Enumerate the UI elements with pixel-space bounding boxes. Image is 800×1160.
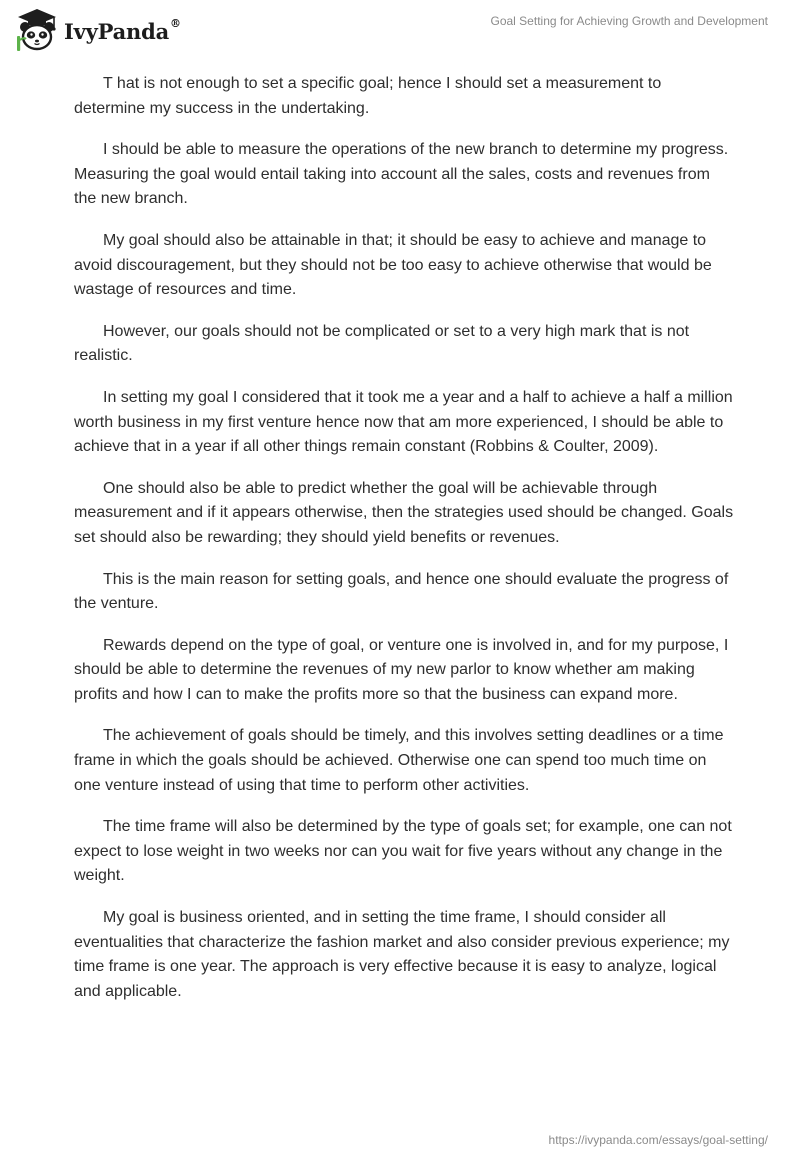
paragraph: Rewards depend on the type of goal, or venture one is involved in, and for my purpose, I should be able to determine the revenues of my new parlor to know whether am making profits and how I can to make the profits more so that the business can expand more. xyxy=(74,636,729,703)
paragraph: The achievement of goals should be timely, and this involves setting deadlines or a time frame in which the goals should be achieved. Otherwise one can spend too much time on one venture instead of using that time to perform other activities. xyxy=(74,727,724,794)
paragraph: This is the main reason for setting goals, and hence one should evaluate the progress of the venture. xyxy=(74,570,729,613)
ivypanda-logo[interactable] xyxy=(14,8,181,52)
essay-body xyxy=(74,72,734,1021)
paragraph: One should also be able to predict whether the goal will be achievable through measurement and if it appears otherwise, then the strategies used should be changed. Goals set should also be rewarding; they should yield benefits or revenues. xyxy=(74,479,734,546)
brand-name: IvyPanda® xyxy=(64,16,181,44)
paragraph: My goal should also be attainable in that; it should be easy to achieve and manage to avoid discouragement, but they should not be too easy to achieve otherwise that would be wastage of resources and time. xyxy=(74,231,712,299)
paragraph: In setting my goal I considered that it took me a year and a half to achieve a half a million worth business in my first venture hence now that am more experienced, I should be able to achieve that in a year if all other things remain constant (Robbins & Coulter, 2009). xyxy=(74,388,733,456)
page-header xyxy=(0,0,800,60)
document-title: Goal Setting for Achieving Growth and Development xyxy=(490,14,768,28)
paragraph: However, our goals should not be complicated or set to a very high mark that is not realistic. xyxy=(74,322,690,365)
paragraph: I should be able to measure the operations of the new branch to determine my progress. Measuring the goal would entail taking into account all the sales, costs and revenues from the new branch. xyxy=(74,141,729,208)
source-url-link[interactable]: https://ivypanda.com/essays/goal-setting/ xyxy=(548,1133,768,1147)
registered-mark: ® xyxy=(170,16,181,30)
paragraph: My goal is business oriented, and in setting the time frame, I should consider all eventualities that characterize the fashion market and also consider previous experience; my time frame is one year. The approach is very effective because it is easy to analyze, logical and applicable. xyxy=(74,909,730,1000)
paragraph: The time frame will also be determined by the type of goals set; for example, one can not expect to lose weight in two weeks nor can you wait for five years without any change in the weight. xyxy=(74,818,732,885)
panda-graduate-icon xyxy=(14,8,60,52)
paragraph: T hat is not enough to set a specific goal; hence I should set a measurement to determine my success in the undertaking. xyxy=(74,75,662,117)
